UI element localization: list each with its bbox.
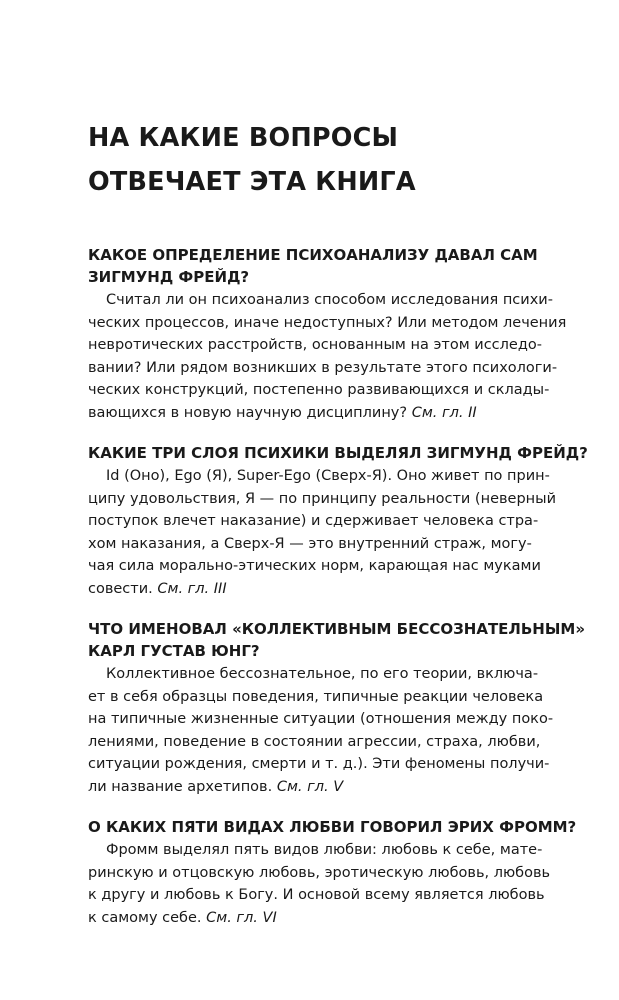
- answer-line: невротических расстройств, основанным на этом исследо-: [88, 337, 542, 353]
- answer-line: к другу и любовь к Богу. И основой всему является любовь: [88, 887, 545, 903]
- answer-line: хом наказания, а Сверх-Я — это внутренний страж, могу-: [88, 535, 532, 552]
- answer-line: лениями, поведение в состоянии агрессии, страха, любви,: [88, 733, 541, 750]
- answer-line: вающихся в новую научную дисциплину? См. гл. II: [88, 404, 477, 421]
- answer-line: Фромм выделял пять видов любви: любовь к себе, мате-: [106, 842, 543, 858]
- heading-line: КАРЛ ГУСТАВ ЮНГ?: [88, 642, 260, 660]
- title-line: ОТВЕЧАЕТ ЭТА КНИГА: [88, 167, 416, 197]
- question-heading: [88, 618, 586, 662]
- answer-line: вании? Или рядом возникших в результате этого психологи-: [88, 359, 558, 376]
- heading-line: КАКИЕ ТРИ СЛОЯ ПСИХИКИ ВЫДЕЛЯЛ ЗИГМУНД ФРЕЙД?: [88, 444, 588, 462]
- answer-line: на типичные жизненные ситуации (отношения между поко-: [88, 711, 554, 727]
- answer-line: Считал ли он психоанализ способом исследования психи-: [106, 292, 553, 308]
- answer-line: ческих процессов, иначе недоступных? Или методом лечения: [88, 314, 567, 331]
- question-block: [88, 816, 577, 929]
- answer-line: совести. См. гл. III: [88, 580, 227, 597]
- page-title: [88, 116, 568, 204]
- answer-line: ситуации рождения, смерти и т. д.). Эти феномены получи-: [88, 756, 550, 772]
- answer-line: ли название архетипов. См. гл. V: [88, 778, 344, 795]
- answer-text: [88, 289, 567, 424]
- heading-line: ЗИГМУНД ФРЕЙД?: [88, 268, 250, 286]
- heading-line: О КАКИХ ПЯТИ ВИДАХ ЛЮБВИ ГОВОРИЛ ЭРИХ ФРОММ?: [88, 818, 577, 836]
- answer-line: Коллективное бессознательное, по его теории, включа-: [106, 666, 539, 682]
- title-line: НА КАКИЕ ВОПРОСЫ: [88, 123, 399, 153]
- answer-line: ческих конструкций, постепенно развивающихся и склады-: [88, 382, 550, 398]
- chapter-reference: См. гл. II: [411, 404, 477, 421]
- answer-line: ет в себя образцы поведения, типичные реакции человека: [88, 688, 544, 705]
- answer-line: чая сила морально-этических норм, карающая нас муками: [88, 558, 541, 574]
- chapter-reference: См. гл. VI: [206, 909, 277, 926]
- questions-list: [88, 244, 588, 947]
- answer-line: ринскую и отцовскую любовь, эротическую любовь, любовь: [88, 864, 551, 881]
- answer-text: [88, 465, 557, 600]
- answer-line: поступок влечет наказание) и сдерживает человека стра-: [88, 513, 539, 529]
- question-block: [88, 442, 588, 600]
- answer-line: Id (Оно), Ego (Я), Super-Ego (Сверх-Я). Оно живет по прин-: [106, 468, 550, 484]
- answer-text: [88, 839, 551, 929]
- heading-line: ЧТО ИМЕНОВАЛ «КОЛЛЕКТИВНЫМ БЕССОЗНАТЕЛЬНЫМ»: [88, 620, 586, 638]
- answer-text: [88, 663, 554, 798]
- answer-line: ципу удовольствия, Я — по принципу реальности (неверный: [88, 490, 557, 507]
- heading-line: КАКОЕ ОПРЕДЕЛЕНИЕ ПСИХОАНАЛИЗУ ДАВАЛ САМ: [88, 246, 538, 264]
- answer-line: к самому себе. См. гл. VI: [88, 909, 277, 926]
- chapter-reference: См. гл. V: [276, 778, 344, 795]
- question-heading: [88, 816, 577, 838]
- chapter-reference: См. гл. III: [157, 580, 227, 597]
- question-heading: [88, 244, 540, 288]
- question-block: [88, 618, 586, 798]
- question-heading: [88, 442, 588, 464]
- question-block: [88, 244, 567, 424]
